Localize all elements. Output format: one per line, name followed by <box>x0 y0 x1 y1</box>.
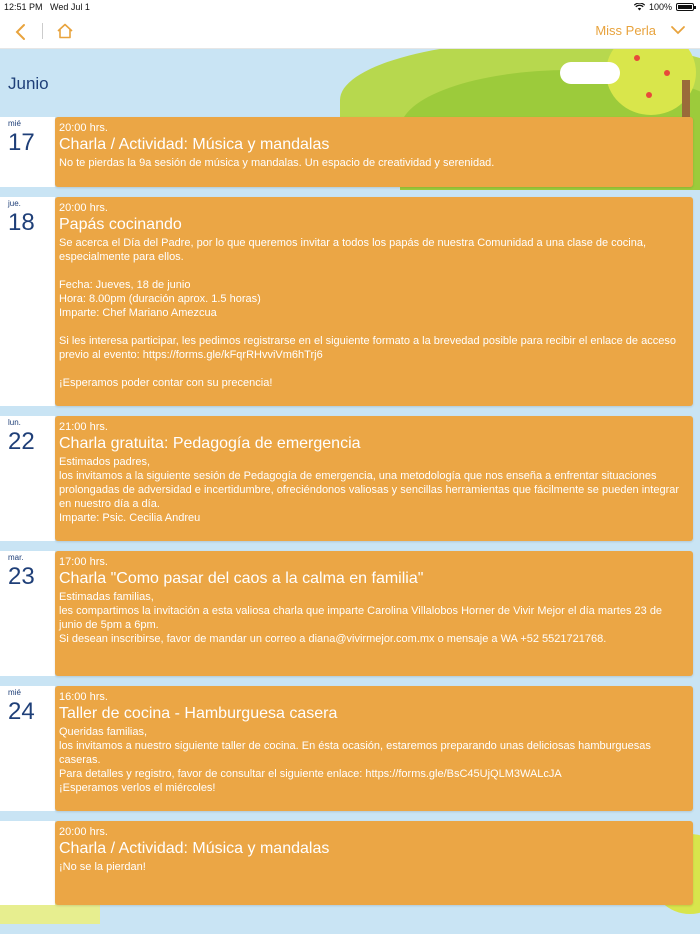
status-time-date <box>4 2 90 12</box>
battery-percent: 100% <box>648 2 672 12</box>
status-indicators <box>634 2 694 12</box>
cloud-decoration <box>560 62 620 84</box>
event-time: 20:00 hrs. <box>59 202 108 214</box>
status-bar <box>0 0 700 14</box>
event-weekday: jue. <box>8 199 21 208</box>
event-title: Papás cocinando <box>59 216 182 233</box>
status-time: 12:51 PM <box>4 2 43 12</box>
event-card[interactable] <box>55 416 693 541</box>
wifi-icon <box>634 3 645 11</box>
event-time: 17:00 hrs. <box>59 556 108 568</box>
event-card[interactable] <box>55 821 693 905</box>
event-card[interactable] <box>55 117 693 187</box>
user-name[interactable]: Miss Perla <box>595 23 656 38</box>
event-date <box>0 117 55 187</box>
event-title: Charla / Actividad: Música y mandalas <box>59 840 330 857</box>
event-description: Se acerca el Día del Padre, por lo que queremos invitar a todos los papás de nuestra Comunidad a una clase de cocina, especialmente para ellos. Fecha: Jueves, 18 de junio Hora: 8.00pm (duración aprox. 1.5 horas) Imparte: Chef Mariano Amezcua Si les interesa participar, les pedimos registrarse en el siguiente formato a la brevedad posible para recibir el enlace de acceso previo al evento: https://forms.gle/kFqrRHvviVm6hTrj6 ¡Esperamos poder contar con su precencia! <box>59 237 676 389</box>
event-title: Charla / Actividad: Música y mandalas <box>59 136 330 153</box>
event-day: 23 <box>8 563 35 590</box>
chevron-left-icon[interactable] <box>14 23 26 41</box>
event-row <box>0 821 700 905</box>
event-weekday: mié <box>8 119 21 128</box>
navigation-bar <box>0 14 700 49</box>
event-title: Charla "Como pasar del caos a la calma en familia" <box>59 570 424 587</box>
event-description: Queridas familias, los invitamos a nuestro siguiente taller de cocina. En ésta ocasión, estaremos preparando unas deliciosas hamburguesas caseras. Para detalles y registro, favor de consultar el siguiente enlace: https://forms.gle/BsC45UjQLM3WALcJA ¡Esperamos verlos el miércoles! <box>59 726 651 794</box>
event-date <box>0 821 55 905</box>
event-day: 22 <box>8 428 35 455</box>
event-card[interactable] <box>55 197 693 406</box>
battery-icon <box>676 3 694 11</box>
event-row <box>0 197 700 406</box>
event-time: 16:00 hrs. <box>59 691 108 703</box>
event-date <box>0 197 55 406</box>
event-card[interactable] <box>55 551 693 676</box>
event-time: 21:00 hrs. <box>59 421 108 433</box>
event-description: Estimadas familias, les compartimos la invitación a esta valiosa charla que imparte Carolina Villalobos Horner de Vivir Mejor el día martes 23 de junio de 5pm a 6pm. Si desean inscribirse, favor de mandar un correo a diana@vivirmejor.com.mx o mensaje a WA +52 5521721768. <box>59 591 663 645</box>
tree-trunk <box>682 80 690 120</box>
event-date <box>0 416 55 541</box>
event-weekday <box>8 823 55 833</box>
event-date <box>0 686 55 811</box>
event-day: 17 <box>8 129 35 156</box>
nav-divider <box>42 23 43 39</box>
status-date: Wed Jul 1 <box>50 2 90 12</box>
chevron-down-icon[interactable] <box>670 22 686 38</box>
apple-decoration <box>634 55 640 61</box>
event-time: 20:00 hrs. <box>59 826 108 838</box>
event-day: 24 <box>8 698 35 725</box>
apple-decoration <box>664 70 670 76</box>
apple-decoration <box>646 92 652 98</box>
event-title: Taller de cocina - Hamburguesa casera <box>59 705 338 722</box>
event-weekday: mar. <box>8 553 24 562</box>
event-title: Charla gratuita: Pedagogía de emergencia <box>59 435 361 452</box>
home-icon[interactable] <box>56 22 74 40</box>
event-day: 18 <box>8 209 35 236</box>
event-weekday: mié <box>8 688 21 697</box>
event-date <box>0 551 55 676</box>
event-row <box>0 117 700 187</box>
event-card[interactable] <box>55 686 693 811</box>
event-row <box>0 686 700 811</box>
event-row <box>0 416 700 541</box>
event-weekday: lun. <box>8 418 21 427</box>
event-time: 20:00 hrs. <box>59 122 108 134</box>
event-row <box>0 551 700 676</box>
event-description: ¡No se la pierdan! <box>59 861 146 873</box>
event-description: Estimados padres, los invitamos a la siguiente sesión de Pedagogía de emergencia, una metodología que nos enseña a enfrentar situaciones prolongadas de adversidad e incertidumbre, ofreciéndonos valiosas y sencillas herramientas que fácilmente se pueden integrar en nuestro día a día. Imparte: Psic. Cecilia Andreu <box>59 456 680 524</box>
events-list <box>0 117 700 915</box>
month-heading: Junio <box>8 74 49 93</box>
event-description: No te pierdas la 9a sesión de música y mandalas. Un espacio de creatividad y serenidad. <box>59 157 495 169</box>
